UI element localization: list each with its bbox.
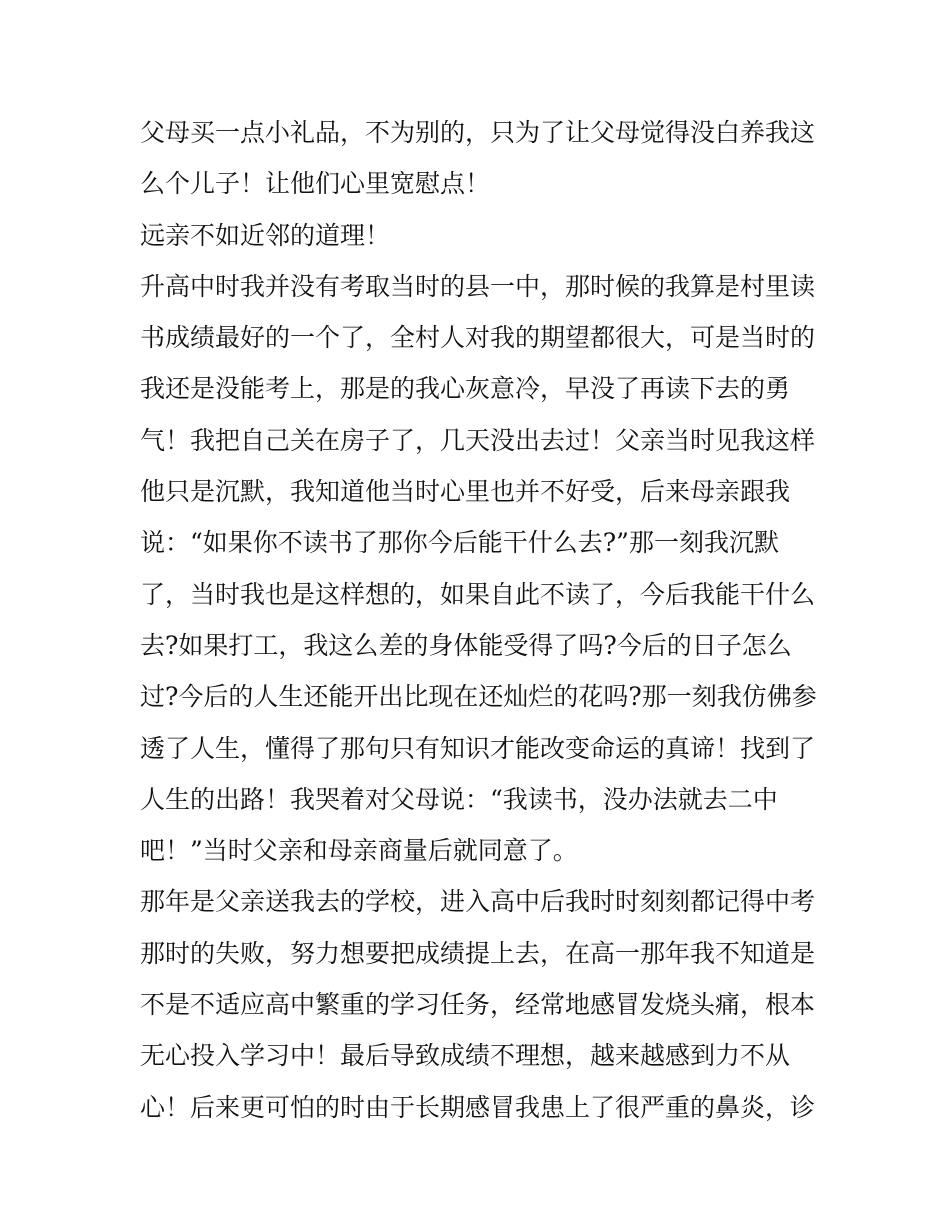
text-line: 我还是没能考上，那是的我心灰意冷，早没了再读下去的勇 — [140, 374, 791, 404]
document-text — [140, 107, 820, 1133]
text-line: 过?今后的人生还能开出比现在还灿烂的花吗?那一刻我仿佛参 — [140, 682, 817, 712]
text-line: 了，当时我也是这样想的，如果自此不读了，今后我能干什么 — [140, 579, 816, 609]
text-line: 他只是沉默，我知道他当时心里也并不好受，后来母亲跟我 — [140, 477, 791, 507]
text-line: 书成绩最好的一个了，全村人对我的期望都很大，可是当时的 — [140, 323, 816, 353]
text-line: 无心投入学习中！最后导致成绩不理想，越来越感到力不从 — [140, 1041, 791, 1071]
text-line: 说：“如果你不读书了那你今后能干什么去?”那一刻我沉默 — [140, 528, 779, 558]
text-line: 父母买一点小礼品，不为别的，只为了让父母觉得没白养我这 — [140, 118, 816, 147]
text-line: 人生的出路！我哭着对父母说：“我读书，没办法就去二中 — [140, 784, 778, 814]
text-line: 那年是父亲送我去的学校，进入高中后我时时刻刻都记得中考 — [140, 887, 816, 917]
text-line: 升高中时我并没有考取当时的县一中，那时候的我算是村里读 — [140, 271, 816, 301]
text-line: 气！我把自己关在房子了，几天没出去过！父亲当时见我这样 — [140, 425, 816, 455]
text-line: 不是不适应高中繁重的学习任务，经常地感冒发烧头痛，根本 — [140, 990, 816, 1020]
text-line: 透了人生，懂得了那句只有知识才能改变命运的真谛！找到了 — [140, 733, 816, 763]
text-line: 心！后来更可怕的时由于长期感冒我患上了很严重的鼻炎，诊 — [140, 1092, 816, 1122]
text-line: 吧！”当时父亲和母亲商量后就同意了。 — [140, 836, 578, 866]
text-line: 么个儿子！让他们心里宽慰点！ — [140, 169, 491, 199]
text-line: 远亲不如近邻的道理！ — [140, 220, 391, 250]
text-line: 那时的失败，努力想要把成绩提上去，在高一那年我不知道是 — [140, 938, 816, 968]
text-line: 去?如果打工，我这么差的身体能受得了吗?今后的日子怎么 — [140, 630, 792, 660]
